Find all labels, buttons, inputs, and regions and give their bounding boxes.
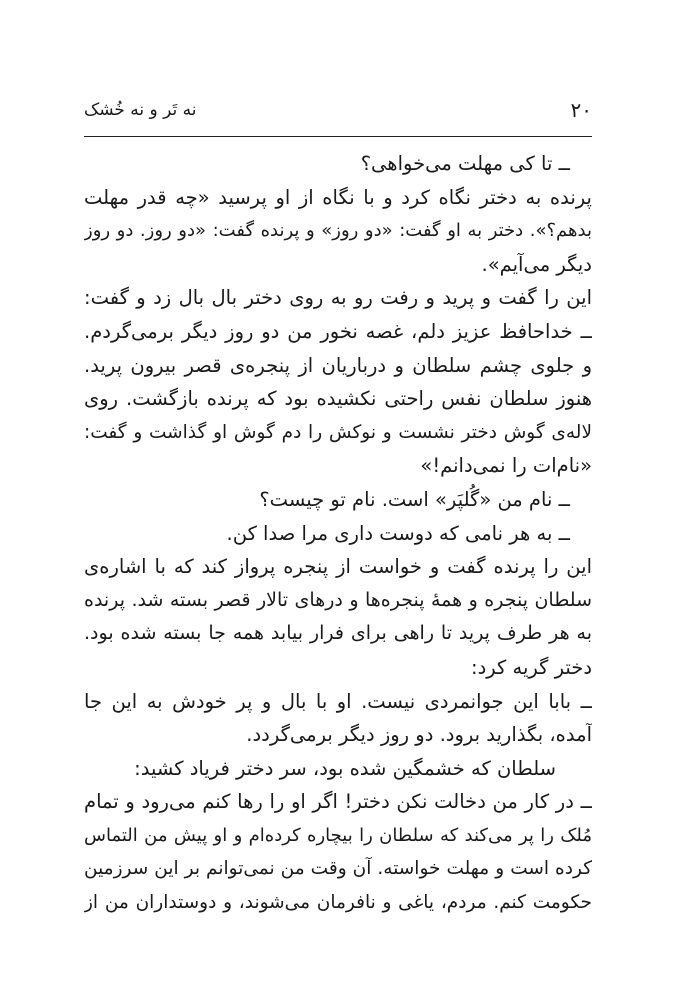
running-header	[84, 96, 592, 130]
text-line: این را پرنده گفت و خواست از پنجره پرواز کند که با اشاره‌ی	[84, 555, 592, 579]
text-line: سلطان که خشمگین شده بود، سر دختر فریاد کشید:	[134, 756, 556, 780]
body-text	[84, 147, 592, 920]
text-line: دختر گریه کرد:	[471, 655, 592, 679]
text-line: ــ به هر نامی که دوست داری مرا صدا کن.	[226, 521, 570, 545]
text-line: ــ نام من «گُلپَر» است. نام تو چیست؟	[259, 487, 570, 511]
text-line: لاله‌ی گوش دختر نشست و نوکش را دم گوش او گذاشت و گفت:	[84, 421, 592, 443]
text-line: سلطان پنجره و همهٔ پنجره‌ها و درهای تالار قصر بسته شد. پرنده	[84, 588, 592, 611]
page-number: ۲۰	[570, 98, 592, 122]
text-line: ــ خداحافظ عزیز دلم، غصه نخور من دو روز دیگر برمی‌گردم.	[84, 319, 592, 343]
text-line: مُلک را پر می‌کند که سلطان را بیچاره کرده‌ام و او پیش من التماس	[84, 824, 592, 846]
text-line: ــ بابا این جوانمردی نیست. او با بال و پر خودش به این جا	[84, 689, 592, 713]
text-line: آمده، بگذارید برود. دو روز دیگر برمی‌گردد.	[246, 723, 592, 747]
text-line: «نام‌ات را نمی‌دانم!»	[420, 454, 592, 478]
text-line: به هر طرف پرید تا راهی برای فرار بیابد همه جا بسته شده بود.	[84, 622, 592, 645]
text-line: ــ در کار من دخالت نکن دختر! اگر او را رها کنم می‌رود و تمام	[84, 790, 592, 814]
text-line: ــ تا کی مهلت می‌خواهی؟	[360, 152, 570, 175]
text-line: کرده است و مهلت خواسته. آن وقت من نمی‌توانم بر این سرزمین	[84, 858, 592, 880]
text-line: دیگر می‌آیم».	[481, 252, 592, 276]
text-line: هنوز سلطان نفس راحتی نکشیده بود که پرنده بازگشت. روی	[84, 387, 592, 411]
text-line: این را گفت و پرید و رفت رو به روی دختر بال بال زد و گفت:	[84, 286, 592, 310]
text-line: پرنده به دختر نگاه کرد و با نگاه از او پرسید «چه قدر مهلت	[84, 185, 592, 209]
text-line: حکومت کنم. مردم، یاغی و نافرمان می‌شوند، و دوستداران من از	[84, 892, 592, 914]
text-line: بدهم؟». دختر به او گفت: «دو روز» و پرنده گفت: «دو روز. دو روز	[84, 220, 592, 242]
text-line: و جلوی چشم سلطان و درباریان از پنجره‌ی قصر بیرون پرید.	[84, 353, 592, 377]
book-title: نه تَر و نه خُشک	[84, 100, 197, 120]
header-divider	[84, 136, 592, 137]
